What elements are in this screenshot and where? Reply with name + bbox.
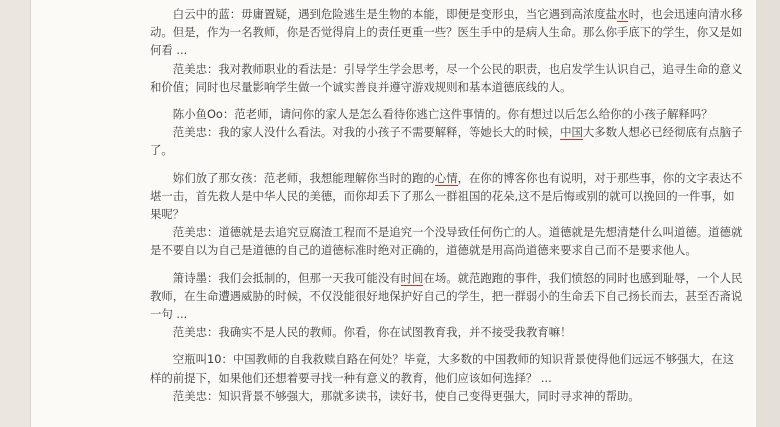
paragraph-text: 范美忠：知识背景不够强大，那就多读书，读好书，使自己变得更强大，同时寻求神的帮助。 bbox=[172, 388, 640, 403]
paragraph bbox=[150, 223, 744, 259]
paragraph bbox=[150, 269, 744, 324]
paragraph-text: 范美忠：我确实不是人民的教师。你看，你在试图教育我，并不接受我教育嘛！ bbox=[172, 325, 572, 340]
paragraph-text: 箫诗墨：我们会抵制的，但那一天我可能没有 bbox=[172, 270, 401, 285]
paragraph-text: 范美忠：道德就是去追究豆腐渣工程而不是追究一个没导致任何伤亡的人。道德就是先想清楚什么叫道德。道德就是不要自以为自己是道德的自己的道德标准时绝对正确的，道德就是用高尚道德来要求自己而不是要求他人。 bbox=[150, 225, 743, 258]
keyword-link[interactable]: 中国 bbox=[560, 125, 583, 140]
paragraph-gap bbox=[150, 260, 744, 269]
paragraph-text: 范美忠：我的家人没什么看法。对我的小孩子不需要解释，等她长大的时候， bbox=[172, 125, 561, 140]
keyword-link[interactable]: 水 bbox=[617, 7, 629, 21]
paragraph-text: 白云中的蓝：毋庸置疑，遇到危险逃生是生物的本能，即便是变形虫，当它遇到高浓度盐 bbox=[172, 7, 618, 21]
keyword-link[interactable]: 心情 bbox=[434, 170, 458, 185]
paragraph bbox=[150, 60, 744, 96]
paragraph-text: 空瓶叫10：中国教师的自我救赎自路在何处？毕竟，大多数的中国教师的知识背景使得他们远远不够强大，在这样的前提下，如果他们还想着要寻找一种有意义的教育，他们应该如何选择？ ... bbox=[150, 352, 735, 385]
paragraph-text: 大多数人想必已经彻底有点脑子了。 bbox=[150, 125, 743, 158]
paragraph bbox=[150, 123, 744, 159]
paragraph-text: 时，也会迅速向清水移动。但是，作为一名教师，你是否觉得肩上的责任更重一些？医生手中的是病人生命。那么你手底下的学生，你又是如何看 ... bbox=[150, 7, 743, 58]
paragraph-gap bbox=[150, 341, 744, 350]
paragraph-gap bbox=[150, 96, 744, 105]
right-gutter bbox=[756, 0, 780, 427]
paragraph bbox=[150, 323, 744, 341]
keyword-link[interactable]: 时间 bbox=[400, 270, 424, 285]
paragraph bbox=[150, 387, 744, 405]
paragraph bbox=[150, 350, 744, 386]
paragraph-gap bbox=[150, 160, 744, 169]
paragraph bbox=[150, 105, 744, 123]
paragraph bbox=[150, 169, 744, 224]
paragraph-text: 在场。就范跑跑的事件，我们愤怒的同时也感到耻辱，一个人民教师，在生命遭遇威胁的时候，不仅没能很好地保护好自己的学生，把一群弱小的生命丢下自己扬长而去，甚至否斋说一句 ... bbox=[150, 270, 743, 322]
paragraph-text: 陈小鱼Oo：范老师，请问你的家人是怎么看待你逃亡这件事情的。你有想过以后怎么给你的小孩子解释吗？ bbox=[172, 107, 713, 122]
paragraph-text: 妳们放了那女孩：范老师，我想能理解你当时的跑的 bbox=[172, 170, 435, 185]
article-body bbox=[150, 5, 744, 405]
paragraph-text: ，在你的博客你也有说明，对于那些事，你的文字表达不堪一击，首先救人是中华人民的美德，而你却丢下了那么一群祖国的花朵,这不是后悔或别的就可以挽回的一件事，如果呢？ bbox=[150, 170, 743, 222]
paragraph-text: 范美忠：我对教师职业的看法是：引导学生学会思考，尽一个公民的职责，也启发学生认识自己，追寻生命的意义和价值；同时也尽量影响学生做一个诚实善良并遵守游戏规则和基本道德底线的人。 bbox=[150, 61, 743, 94]
paragraph bbox=[150, 5, 744, 60]
